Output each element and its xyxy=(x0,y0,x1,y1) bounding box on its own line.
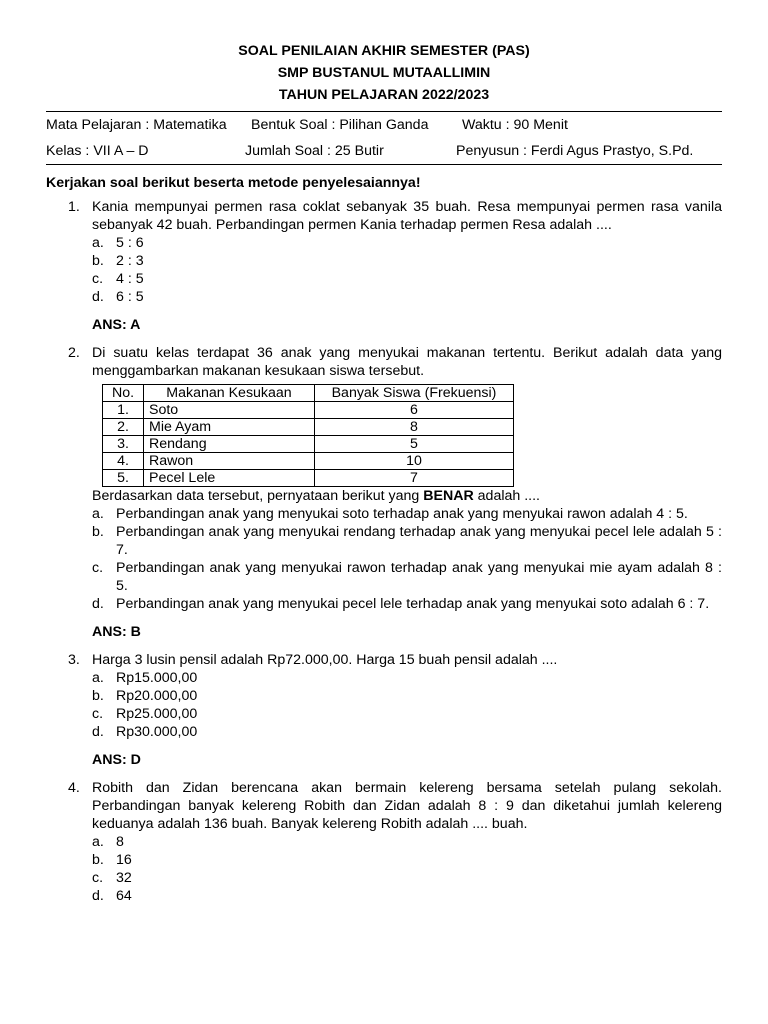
option-a[interactable]: a. Perbandingan anak yang menyukai soto terhadap anak yang menyukai rawon adalah 4 : 5. xyxy=(92,506,688,522)
option-list xyxy=(92,505,722,613)
question-number: 4. xyxy=(68,780,80,796)
option-list xyxy=(92,234,722,306)
option-c[interactable]: c. 32 xyxy=(92,870,132,886)
column-header-food: Makanan Kesukaan xyxy=(144,385,315,402)
meta-row-1 xyxy=(46,112,722,138)
option-d[interactable]: d. 64 xyxy=(92,888,132,904)
option-a[interactable]: a. Rp15.000,00 xyxy=(92,670,198,686)
answer-key-2: ANS: B xyxy=(92,624,141,640)
table-row: 4. Rawon 10 xyxy=(103,453,514,470)
instruction: Kerjakan soal berikut beserta metode penyelesaiannya! xyxy=(46,175,421,191)
option-a[interactable]: a. 5 : 6 xyxy=(92,235,144,251)
school-name: SMP BUSTANUL MUTAALLIMIN xyxy=(277,65,491,81)
header-rule-bottom xyxy=(46,164,722,165)
option-c[interactable]: c. Rp25.000,00 xyxy=(92,706,198,722)
question-number: 1. xyxy=(68,199,80,215)
question-stem: Berdasarkan data tersebut, pernyataan berikut yang BENAR adalah .... xyxy=(92,488,540,504)
academic-year: TAHUN PELAJARAN 2022/2023 xyxy=(278,87,490,103)
question-text: Kania mempunyai permen rasa coklat sebanyak 35 buah. Resa mempunyai permen rasa vanila sebanyak 42 buah. Perbandingan permen Kania terhadap permen Resa adalah .... xyxy=(92,199,722,233)
option-list xyxy=(92,669,722,741)
table-row: 2. Mie Ayam 8 xyxy=(103,419,514,436)
question-3 xyxy=(46,651,722,741)
meta-row-2 xyxy=(46,138,722,164)
option-c[interactable]: c. 4 : 5 xyxy=(92,271,144,287)
table-row: 5. Pecel Lele 7 xyxy=(103,470,514,487)
option-list xyxy=(92,833,722,905)
question-text: Harga 3 lusin pensil adalah Rp72.000,00. Harga 15 buah pensil adalah .... xyxy=(92,652,558,668)
class-label: Kelas : VII A – D xyxy=(46,143,149,159)
option-b[interactable]: b. Perbandingan anak yang menyukai rendang terhadap anak yang menyukai pecel lele adalah 5 : 7. xyxy=(92,524,722,558)
answer-key-1: ANS: A xyxy=(92,317,141,333)
exam-page xyxy=(46,40,722,905)
option-b[interactable]: b. Rp20.000,00 xyxy=(92,688,198,704)
option-c[interactable]: c. Perbandingan anak yang menyukai rawon terhadap anak yang menyukai mie ayam adalah 8 : 5. xyxy=(92,560,722,594)
question-4 xyxy=(46,779,722,905)
exam-header xyxy=(46,40,722,106)
column-header-frequency: Banyak Siswa (Frekuensi) xyxy=(315,385,514,402)
question-text: Di suatu kelas terdapat 36 anak yang menyukai makanan tertentu. Berikut adalah data yang menggambarkan makanan kesukaan siswa tersebut. xyxy=(92,345,722,379)
option-d[interactable]: d. Perbandingan anak yang menyukai pecel lele terhadap anak yang menyukai soto adalah 6 : 7. xyxy=(92,596,710,612)
option-b[interactable]: b. 2 : 3 xyxy=(92,253,144,269)
frequency-table xyxy=(102,384,514,487)
question-text: Robith dan Zidan berencana akan bermain kelereng bersama setelah pulang sekolah. Perbandingan banyak kelereng Robith dan Zidan adalah 8 : 9 dan diketahui jumlah kelereng keduanya adalah 136 buah. Banyak kelereng Robith adalah .... buah. xyxy=(92,780,722,832)
question-number: 2. xyxy=(68,345,80,361)
question-1 xyxy=(46,198,722,306)
duration-label: Waktu : 90 Menit xyxy=(462,117,568,133)
option-a[interactable]: a. 8 xyxy=(92,834,124,850)
exam-title: SOAL PENILAIAN AKHIR SEMESTER (PAS) xyxy=(238,43,530,59)
answer-key-3: ANS: D xyxy=(92,752,141,768)
author-label: Penyusun : Ferdi Agus Prastyo, S.Pd. xyxy=(456,143,694,159)
table-header-row xyxy=(103,385,514,402)
table-row: 1. Soto 6 xyxy=(103,402,514,419)
question-number: 3. xyxy=(68,652,80,668)
emphasis-benar: BENAR xyxy=(423,488,474,504)
subject-label: Mata Pelajaran : Matematika xyxy=(46,117,227,133)
option-d[interactable]: d. Rp30.000,00 xyxy=(92,724,198,740)
option-d[interactable]: d. 6 : 5 xyxy=(92,289,144,305)
question-type-label: Bentuk Soal : Pilihan Ganda xyxy=(251,117,429,133)
question-count-label: Jumlah Soal : 25 Butir xyxy=(245,143,384,159)
option-b[interactable]: b. 16 xyxy=(92,852,132,868)
table-row: 3. Rendang 5 xyxy=(103,436,514,453)
question-2 xyxy=(46,344,722,613)
column-header-no: No. xyxy=(103,385,144,402)
